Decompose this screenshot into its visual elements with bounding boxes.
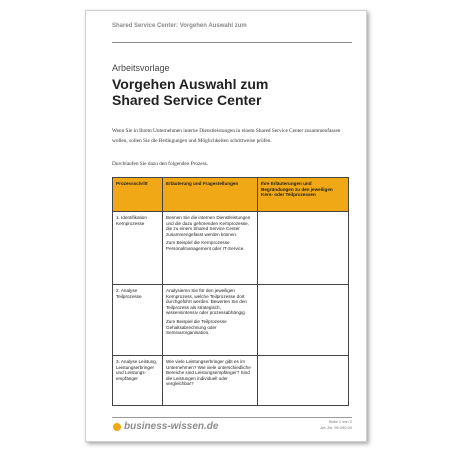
explanation-cell — [163, 285, 258, 356]
document-page — [85, 10, 367, 442]
explanation-text: Wie viele Leistungserbringer gibt es im Unternehmen? Wie viele unterschiedliche Bereiche sind Leistungsempfänger? Sind die Leistungen individuell oder vergleichbar? — [166, 359, 251, 387]
notes-cell[interactable] — [258, 356, 349, 406]
notes-cell[interactable] — [258, 212, 349, 285]
table-row — [113, 285, 349, 356]
explanation-text: Bennen Sie die internen Dienstleistungen und die dazu gehörenden Kernprozesse, die zu einem Shared Service Center zusammengefasst werden können. — [166, 215, 251, 237]
article-number: Art.-Nr. 99.090.00 — [320, 425, 352, 430]
page-number: Seite 1 von 2 — [328, 419, 352, 424]
header-divider — [112, 42, 352, 43]
brand-logo: business-wissen.de — [124, 421, 219, 432]
table-header-row — [113, 178, 349, 212]
explanation-text: Analysieren Sie für den jeweiligen Kernprozess, welche Teilprozesse dort durchgeführt werden. Bewerten Sie den Teilprozess als strategisch, wissensintensiv oder prozessabhängig. — [166, 288, 247, 316]
column-header-step: Prozessschritt — [113, 178, 163, 212]
notes-cell[interactable] — [258, 285, 349, 356]
lead-sentence: Durchlaufen Sie dazu den folgenden Prozess. — [112, 161, 209, 167]
explanation-cell — [163, 356, 258, 406]
step-cell: 1. Identifikation Kernprozesse — [113, 212, 163, 285]
table-row — [113, 212, 349, 285]
title-line-1: Vorgehen Auswahl zum — [112, 76, 269, 92]
document-type: Arbeitsvorlage — [112, 63, 170, 73]
explanation-cell — [163, 212, 258, 285]
page-title — [112, 76, 268, 108]
column-header-notes: Ihre Erläuterungen und Begründungen zu den jeweiligen Kern- oder Teilprozessen — [258, 178, 349, 212]
example-text: Zum Beispiel die Teilprozesse Gehaltsabrechnung oder Seminarorganisation. — [166, 318, 227, 336]
step-cell: 2. Analyse Teilprozesse — [113, 285, 163, 356]
table-row — [113, 356, 349, 406]
intro-paragraph: Wenn Sie in Ihrem Unternehmen interne Dienstleistungen in einem Shared Service Center zusammenfassen wollen, sollen Sie die Bedingungen und Möglichkeiten schrittweise prüfen. — [112, 128, 341, 144]
footer-divider — [112, 417, 352, 418]
example-text: Zum Beispiel die Kernprozesse Personalmanagement oder IT-Service. — [166, 240, 245, 251]
column-header-explanation: Erläuterung und Fragestellungen — [163, 178, 258, 212]
running-header: Shared Service Center: Vorgehen Auswahl zum — [112, 23, 247, 29]
logo-dot-icon — [113, 423, 121, 431]
title-line-2: Shared Service Center — [112, 92, 262, 108]
step-cell: 3. Analyse Leistung, Leistungserbringer und Leistungs- empfänger — [113, 356, 163, 406]
process-table — [112, 177, 349, 406]
